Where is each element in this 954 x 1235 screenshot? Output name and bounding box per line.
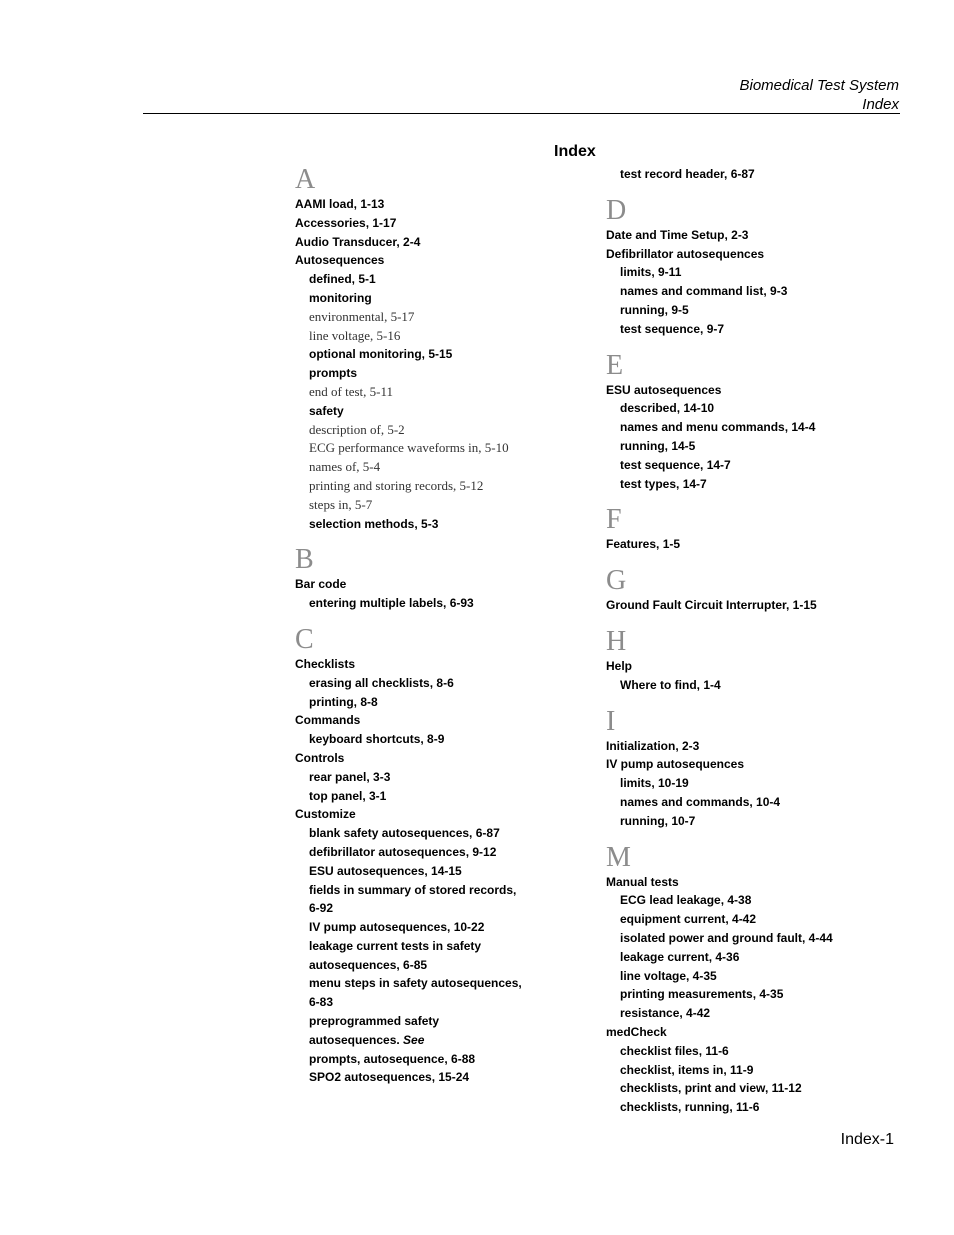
index-subentry-plain: steps in, 5-7 (309, 496, 373, 512)
section-letter: B (295, 544, 314, 576)
index-subentry: menu steps in safety autosequences, (309, 976, 522, 991)
index-subentry: blank safety autosequences, 6-87 (309, 826, 500, 841)
index-subentry: autosequences, 6-85 (309, 957, 428, 972)
index-subentry: IV pump autosequences, 10-22 (309, 920, 485, 935)
section-letter: C (295, 623, 314, 655)
index-subentry-plain: description of, 5-2 (309, 421, 405, 437)
index-subentry: described, 14-10 (620, 401, 715, 416)
index-subentry: preprogrammed safety (309, 1014, 440, 1029)
section-spacer (606, 615, 896, 627)
index-subentry: test sequence, 9-7 (620, 321, 725, 336)
index-entry: Accessories, 1-17 (295, 215, 397, 230)
index-entry: Bar code (295, 577, 347, 592)
index-column-right (606, 165, 896, 1117)
index-subentry: test types, 14-7 (620, 476, 707, 491)
index-subentry: prompts, autosequence, 6-88 (309, 1051, 476, 1066)
see-reference: See (403, 1032, 425, 1047)
section-spacer (606, 184, 896, 196)
index-subentry: printing, 8-8 (309, 694, 378, 709)
index-entry: Date and Time Setup, 2-3 (606, 227, 749, 242)
index-subentry: printing measurements, 4-35 (620, 987, 784, 1002)
index-entry: Audio Transducer, 2-4 (295, 234, 421, 249)
page-title: Index (554, 143, 596, 160)
index-subentry: top panel, 3-1 (309, 788, 387, 803)
running-header (739, 76, 899, 114)
index-subentry: equipment current, 4-42 (620, 912, 757, 927)
header-rule (143, 113, 900, 114)
index-subentry: names and menu commands, 14-4 (620, 420, 816, 435)
index-subentry-plain: printing and storing records, 5-12 (309, 477, 484, 493)
index-subentry: prompts (309, 366, 357, 381)
index-entry: Manual tests (606, 874, 679, 889)
index-subentry: erasing all checklists, 8-6 (309, 675, 454, 690)
index-subentry: optional monitoring, 5-15 (309, 347, 453, 362)
index-subentry: test sequence, 14-7 (620, 457, 731, 472)
index-subentry: running, 10-7 (620, 813, 696, 828)
index-subentry: names and commands, 10-4 (620, 794, 781, 809)
index-subentry: names and command list, 9-3 (620, 284, 788, 299)
index-entry: medCheck (606, 1024, 667, 1039)
index-subentry: limits, 10-19 (620, 776, 689, 791)
section-letter: H (606, 625, 627, 657)
index-entry: Help (606, 658, 633, 673)
index-subentry-plain: line voltage, 5-16 (309, 327, 401, 343)
index-entry: ESU autosequences (606, 382, 722, 397)
index-subentry: defined, 5-1 (309, 272, 376, 287)
index-subentry: defibrillator autosequences, 9-12 (309, 844, 497, 859)
header-title: Biomedical Test System (739, 77, 899, 94)
section-letter: M (606, 841, 631, 873)
index-entry: Ground Fault Circuit Interrupter, 1-15 (606, 598, 817, 613)
index-subentry: fields in summary of stored records, (309, 882, 517, 897)
index-subentry-plain: names of, 5-4 (309, 459, 381, 475)
index-entry: AAMI load, 1-13 (295, 197, 385, 211)
section-letter: I (606, 705, 616, 737)
index-subentry-plain: environmental, 5-17 (309, 308, 415, 324)
section-spacer (606, 695, 896, 707)
index-entry: Features, 1-5 (606, 537, 681, 552)
index-subentry: Where to find, 1-4 (620, 677, 721, 692)
section-spacer (606, 831, 896, 843)
index-subentry: test record header, 6-87 (620, 167, 755, 181)
index-subentry: safety (309, 403, 344, 418)
index-subentry: line voltage, 4-35 (620, 968, 717, 983)
index-entry: Checklists (295, 656, 356, 671)
section-spacer (295, 533, 565, 545)
header-section: Index (862, 96, 899, 113)
index-entry: Customize (295, 807, 356, 822)
section-letter: G (606, 565, 627, 597)
index-subentry: 6-92 (309, 901, 334, 916)
index-subentry: selection methods, 5-3 (309, 516, 439, 531)
index-entry: Defibrillator autosequences (606, 246, 765, 261)
index-subentry-text: autosequences. (309, 1032, 404, 1047)
index-subentry: checklists, running, 11-6 (620, 1100, 760, 1115)
index-entry: Initialization, 2-3 (606, 738, 700, 753)
index-subentry: SPO2 autosequences, 15-24 (309, 1070, 470, 1085)
section-spacer (295, 613, 565, 625)
section-spacer (606, 554, 896, 566)
index-entry: IV pump autosequences (606, 757, 745, 772)
section-letter: D (606, 194, 627, 226)
index-subentry: ESU autosequences, 14-15 (309, 863, 462, 878)
index-entry: Autosequences (295, 253, 385, 268)
section-letter: F (606, 504, 622, 536)
index-subentry: keyboard shortcuts, 8-9 (309, 732, 445, 747)
index-entry: Controls (295, 750, 345, 765)
page-number: Index-1 (840, 1131, 894, 1148)
index-subentry: limits, 9-11 (620, 265, 682, 280)
index-subentry: ECG lead leakage, 4-38 (620, 893, 752, 908)
index-entry: Commands (295, 713, 361, 728)
index-subentry: rear panel, 3-3 (309, 769, 391, 784)
index-subentry: leakage current tests in safety (309, 938, 482, 953)
index-subentry: checklist, items in, 11-9 (620, 1062, 754, 1077)
index-subentry: checklist files, 11-6 (620, 1043, 729, 1058)
index-subentry: leakage current, 4-36 (620, 949, 740, 964)
index-subentry: monitoring (309, 290, 372, 305)
index-subentry (295, 1031, 565, 1050)
section-letter: A (295, 164, 316, 195)
section-spacer (606, 339, 896, 351)
index-subentry: isolated power and ground fault, 4-44 (620, 930, 833, 945)
index-subentry-plain: ECG performance waveforms in, 5-10 (309, 440, 509, 456)
index-subentry: 6-83 (309, 995, 334, 1010)
section-spacer (606, 493, 896, 505)
index-subentry: entering multiple labels, 6-93 (309, 596, 474, 611)
section-letter: E (606, 349, 624, 381)
index-subentry: checklists, print and view, 11-12 (620, 1081, 802, 1096)
index-subentry: running, 14-5 (620, 438, 696, 453)
index-subentry: resistance, 4-42 (620, 1006, 711, 1021)
index-subentry-plain: end of test, 5-11 (309, 383, 393, 399)
index-column-left (295, 165, 565, 1087)
index-subentry: running, 9-5 (620, 302, 689, 317)
